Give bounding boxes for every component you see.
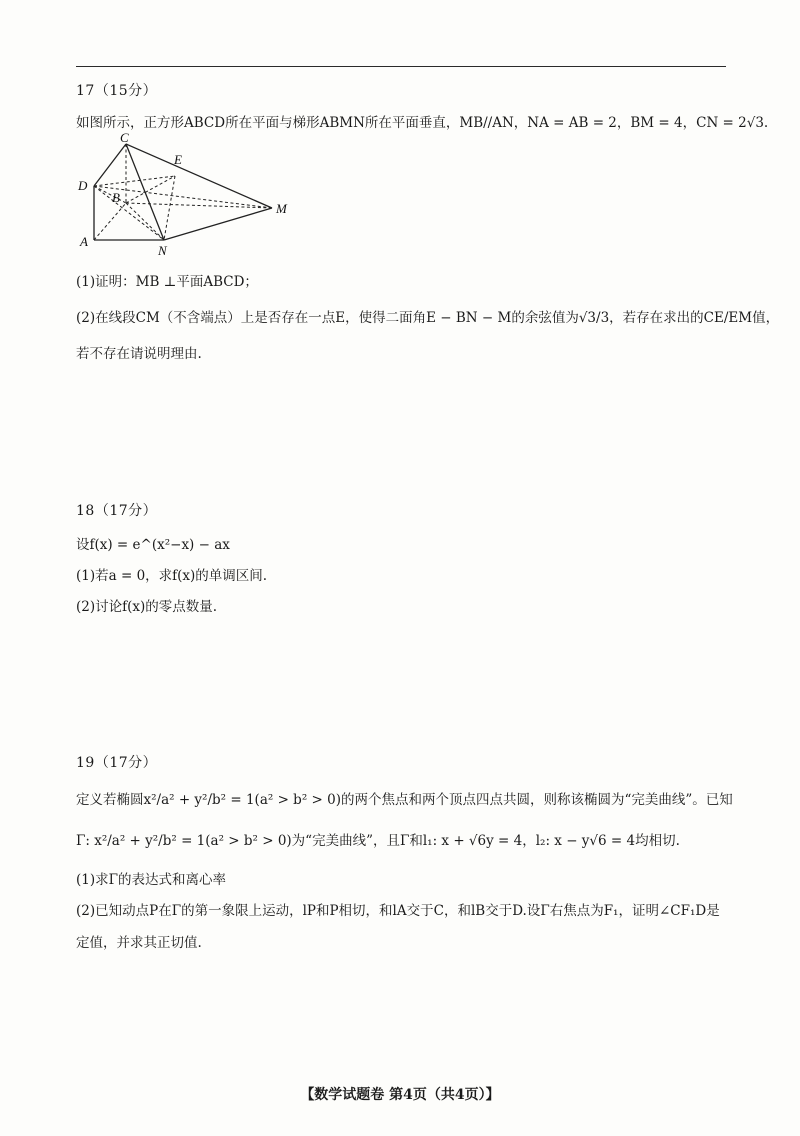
page-footer: 【数学试题卷 第4页（共4页）】 — [300, 1087, 500, 1103]
q17-figure-svg — [74, 130, 314, 260]
edge-dc — [94, 144, 126, 186]
q19-part2-line1: (2)已知动点P在Γ的第一象限上运动，lP和P相切，和lA交于C，和lB交于D.设Γ右焦点为F₁，证明∠CF₁D是 — [76, 903, 720, 919]
edge-bm — [126, 203, 272, 208]
q19-header: 19（17分） — [76, 755, 158, 771]
label-m: M — [276, 201, 287, 216]
edge-db — [94, 186, 126, 203]
label-e: E — [174, 152, 182, 167]
q18-part2: (2)讨论f(x)的零点数量. — [76, 599, 218, 615]
edge-nm — [164, 208, 272, 240]
q17-header: 17（15分） — [76, 83, 158, 99]
edge-bn — [126, 203, 164, 240]
edge-be — [126, 176, 175, 203]
q17-part1: (1)证明：MB ⊥平面ABCD； — [76, 274, 258, 290]
edge-ab — [94, 203, 126, 240]
q18-statement: 设f(x) = e^(x²−x) − ax — [76, 537, 230, 553]
label-d: D — [78, 178, 88, 193]
q18-header: 18（17分） — [76, 503, 158, 519]
q19-given: Γ: x²/a² + y²/b² = 1(a² > b² > 0)为“完美曲线”，且Γ和l₁: x + √6y = 4，l₂: x − y√6 = 4均相切. — [76, 833, 680, 849]
q17-part2-line1: (2)在线段CM（不含端点）上是否存在一点E，使得二面角E − BN − M的余弦值为√3/3，若存在求出的CE/EM值， — [76, 310, 780, 326]
q17-statement: 如图所示，正方形ABCD所在平面与梯形ABMN所在平面垂直，MB//AN，NA = AB = 2，BM = 4，CN = 2√3. — [76, 115, 769, 131]
q17-geometry-figure — [74, 130, 314, 260]
edge-en — [164, 176, 175, 240]
q19-part1: (1)求Γ的表达式和离心率 — [76, 872, 226, 888]
edge-de — [94, 176, 175, 186]
q17-part2-line2: 若不存在请说明理由. — [76, 346, 202, 362]
label-n: N — [158, 243, 167, 258]
label-a: A — [80, 234, 88, 249]
label-b: B — [112, 190, 120, 205]
q19-definition: 定义若椭圆x²/a² + y²/b² = 1(a² > b² > 0)的两个焦点和两个顶点四点共圆，则称该椭圆为“完美曲线”。已知 — [76, 792, 733, 808]
q19-part2-line2: 定值，并求其正切值. — [76, 935, 202, 951]
top-rule — [76, 66, 726, 67]
q18-part1: (1)若a = 0，求f(x)的单调区间. — [76, 568, 268, 584]
label-c: C — [120, 130, 129, 145]
